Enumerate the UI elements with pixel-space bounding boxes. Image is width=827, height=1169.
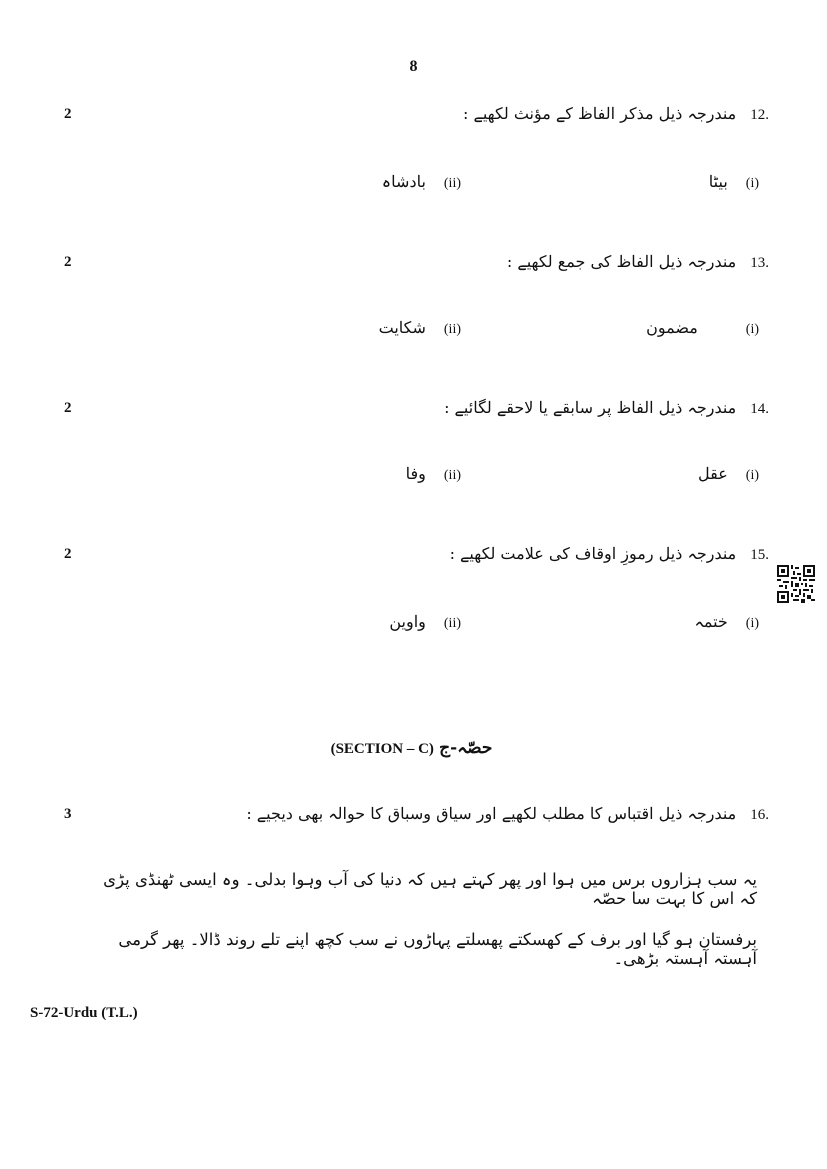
question-13-marks: 2 <box>64 254 72 270</box>
question-15-text: مندرجہ ذیل رموزِ اوقاف کی علامت لکھیے : <box>449 544 737 563</box>
option-word: عقل <box>698 464 728 483</box>
question-15 <box>450 544 769 564</box>
question-15-option-2 <box>389 612 461 632</box>
option-label: (ii) <box>443 468 461 483</box>
option-label: (ii) <box>443 176 461 191</box>
question-15-marks: 2 <box>64 546 72 562</box>
question-14-option-2 <box>406 464 461 484</box>
qr-code-icon <box>777 565 815 603</box>
option-label: (i) <box>745 616 759 631</box>
section-urdu-label: حصّہ-ج <box>439 738 493 758</box>
question-16-marks: 3 <box>64 806 72 822</box>
question-13-number: 13. <box>750 255 769 271</box>
section-latin-label: (SECTION – C) <box>330 741 434 757</box>
option-word: ختمہ <box>694 612 728 631</box>
question-12-text: مندرجہ ذیل مذکر الفاظ کے مؤنث لکھیے : <box>462 104 737 123</box>
question-13-text: مندرجہ ذیل الفاظ کی جمع لکھیے : <box>506 252 737 271</box>
question-16 <box>246 804 769 824</box>
question-14-option-1 <box>698 464 759 484</box>
option-label: (i) <box>745 176 759 191</box>
question-13-option-2 <box>379 318 461 338</box>
question-12 <box>463 104 769 124</box>
question-14-marks: 2 <box>64 400 72 416</box>
question-13 <box>507 252 769 272</box>
question-16-number: 16. <box>750 807 769 823</box>
question-14 <box>444 398 769 418</box>
question-12-number: 12. <box>750 107 769 123</box>
question-15-number: 15. <box>750 547 769 563</box>
question-12-option-2 <box>382 172 461 192</box>
option-word: واوین <box>389 612 426 631</box>
paper-code: S-72-Urdu (T.L.) <box>30 1005 138 1021</box>
passage-line-2: برفستان ہو گیا اور برف کے کھسکتے پھسلتے پہاڑوں نے سب کچھ اپنے تلے روند ڈالا۔ پھر گرمی آہستہ آہستہ بڑھی۔ <box>118 930 757 968</box>
option-word: وفا <box>405 464 426 483</box>
option-word: بادشاہ <box>381 172 426 191</box>
page-number: 8 <box>409 58 418 75</box>
section-c-heading <box>0 737 827 758</box>
question-16-text: مندرجہ ذیل اقتباس کا مطلب لکھیے اور سیاق وسباق کا حوالہ بھی دیجیے : <box>246 804 737 823</box>
option-label: (i) <box>745 468 759 483</box>
question-12-option-1 <box>709 172 759 192</box>
passage-line-1: یہ سب ہزاروں برس میں ہوا اور پھر کہتے ہیں کہ دنیا کی آب وہوا بدلی۔ وہ ایسی ٹھنڈی پڑی کہ اس کا بہت سا حصّہ <box>103 870 757 908</box>
option-word: مضمون <box>646 318 698 337</box>
option-label: (ii) <box>443 616 461 631</box>
question-14-text: مندرجہ ذیل الفاظ پر سابقے یا لاحقے لگائیے : <box>444 398 737 417</box>
option-word: شکایت <box>378 318 426 337</box>
option-label: (ii) <box>443 322 461 337</box>
option-label: (i) <box>745 322 759 337</box>
question-14-number: 14. <box>750 401 769 417</box>
option-word: بیٹا <box>708 172 728 191</box>
question-12-marks: 2 <box>64 106 72 122</box>
question-13-option-1 <box>646 318 759 338</box>
question-15-option-1 <box>694 612 759 632</box>
